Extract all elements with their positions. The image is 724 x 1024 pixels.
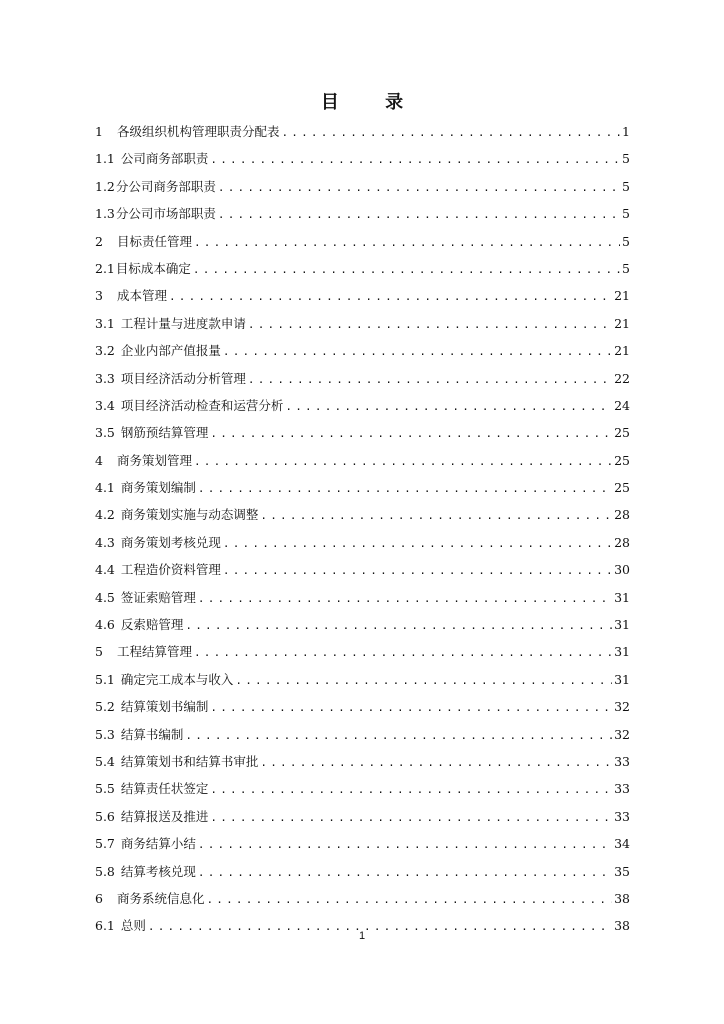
toc-entry-page: 21 bbox=[614, 288, 630, 304]
toc-entry-title: 成本管理 bbox=[116, 288, 167, 304]
toc-entry[interactable] bbox=[95, 775, 630, 802]
toc-entry-page: 31 bbox=[614, 617, 630, 633]
toc-entry[interactable] bbox=[95, 666, 630, 693]
toc-entry-title: 公司商务部职责 bbox=[120, 151, 209, 167]
toc-entry-page: 28 bbox=[614, 507, 630, 523]
toc-entry-page: 22 bbox=[614, 370, 630, 386]
toc-entry-number: 4.6 bbox=[95, 617, 115, 633]
toc-entry-number: 3 bbox=[95, 288, 103, 304]
toc-dot-leader bbox=[223, 530, 612, 557]
toc-entry-title: 钢筋预结算管理 bbox=[120, 425, 209, 441]
toc-entry-page: 5 bbox=[622, 260, 630, 276]
toc-dot-leader bbox=[185, 612, 612, 639]
toc-dot-leader bbox=[193, 256, 620, 283]
toc-entry-number: 4.2 bbox=[95, 507, 115, 523]
toc-entry-number: 2.1 bbox=[95, 260, 115, 276]
toc-dot-leader bbox=[210, 420, 612, 447]
toc-entry[interactable] bbox=[95, 173, 630, 200]
toc-entry-page: 25 bbox=[614, 452, 630, 468]
toc-entry-title: 结算报送及推进 bbox=[120, 808, 209, 824]
toc-entry-title: 结算策划书和结算书审批 bbox=[120, 753, 259, 769]
toc-entry-page: 33 bbox=[614, 753, 630, 769]
toc-entry[interactable] bbox=[95, 611, 630, 638]
toc-entry-number: 5.6 bbox=[95, 808, 115, 824]
toc-entry-title: 项目经济活动检查和运营分析 bbox=[120, 397, 284, 413]
toc-dot-leader bbox=[235, 667, 612, 694]
toc-entry-page: 32 bbox=[614, 699, 630, 715]
toc-entry-number: 5.3 bbox=[95, 726, 115, 742]
toc-entry[interactable] bbox=[95, 501, 630, 528]
toc-entry-title: 结算策划书编制 bbox=[120, 699, 209, 715]
toc-entry-title: 结算考核兑现 bbox=[120, 863, 196, 879]
toc-entry[interactable] bbox=[95, 830, 630, 857]
toc-entry-page: 5 bbox=[622, 151, 630, 167]
toc-entry-number: 3.5 bbox=[95, 425, 115, 441]
toc-dot-leader bbox=[210, 804, 612, 831]
toc-entry[interactable] bbox=[95, 337, 630, 364]
toc-dot-leader bbox=[248, 311, 612, 338]
toc-entry-number: 5.5 bbox=[95, 781, 115, 797]
toc-entry-title: 商务策划实施与动态调整 bbox=[120, 507, 259, 523]
toc-entry-page: 33 bbox=[614, 781, 630, 797]
toc-dot-leader bbox=[218, 174, 620, 201]
toc-entry[interactable] bbox=[95, 584, 630, 611]
toc-entry-title: 工程计量与进度款申请 bbox=[120, 315, 246, 331]
toc-entry-page: 21 bbox=[614, 343, 630, 359]
toc-entry-number: 6.1 bbox=[95, 918, 115, 934]
toc-entry[interactable] bbox=[95, 529, 630, 556]
toc-entry-page: 5 bbox=[622, 206, 630, 222]
toc-entry-title: 企业内部产值报量 bbox=[120, 343, 221, 359]
toc-entry-title: 目标责任管理 bbox=[116, 233, 192, 249]
toc-dot-leader bbox=[169, 283, 612, 310]
toc-entry-page: 21 bbox=[614, 315, 630, 331]
toc-entry-number: 2 bbox=[95, 233, 103, 249]
toc-entry-title: 商务策划考核兑现 bbox=[120, 534, 221, 550]
toc-entry[interactable] bbox=[95, 228, 630, 255]
toc-entry-page: 31 bbox=[614, 671, 630, 687]
toc-entry-number: 3.2 bbox=[95, 343, 115, 359]
toc-dot-leader bbox=[210, 694, 612, 721]
toc-entry-title: 分公司商务部职责 bbox=[115, 178, 216, 194]
toc-entry-title: 确定完工成本与收入 bbox=[120, 671, 234, 687]
toc-entry-page: 25 bbox=[614, 480, 630, 496]
toc-dot-leader bbox=[194, 639, 612, 666]
toc-entry-title: 商务结算小结 bbox=[120, 836, 196, 852]
toc-dot-leader bbox=[285, 393, 612, 420]
toc-entry-page: 31 bbox=[614, 644, 630, 660]
toc-entry-title: 各级组织机构管理职责分配表 bbox=[116, 124, 280, 139]
toc-entry[interactable] bbox=[95, 282, 630, 309]
toc-entry[interactable] bbox=[95, 858, 630, 885]
toc-dot-leader bbox=[194, 448, 612, 475]
toc-dot-leader bbox=[206, 886, 612, 913]
toc-entry-number: 5.7 bbox=[95, 836, 115, 852]
toc-entry-title: 结算书编制 bbox=[120, 726, 184, 742]
toc-entry-page: 24 bbox=[614, 397, 630, 413]
toc-dot-leader bbox=[198, 475, 612, 502]
toc-entry-number: 4.1 bbox=[95, 480, 115, 496]
toc-entry-page: 30 bbox=[614, 562, 630, 578]
toc-entry[interactable] bbox=[95, 693, 630, 720]
toc-entry-number: 5.2 bbox=[95, 699, 115, 715]
toc-entry-title: 商务系统信息化 bbox=[116, 890, 205, 906]
toc-title: 目 录 bbox=[320, 92, 424, 113]
toc-entry-number: 3.4 bbox=[95, 397, 115, 413]
toc-dot-leader bbox=[260, 502, 612, 529]
toc-entry-number: 5 bbox=[95, 644, 103, 660]
toc-entry-page: 32 bbox=[614, 726, 630, 742]
toc-entry-number: 5.8 bbox=[95, 863, 115, 879]
toc-dot-leader bbox=[223, 557, 612, 584]
toc-entry-page: 31 bbox=[614, 589, 630, 605]
toc-entry-page: 1 bbox=[622, 124, 630, 139]
toc-entry-title: 工程造价资料管理 bbox=[120, 562, 221, 578]
toc-entry[interactable] bbox=[95, 145, 630, 172]
toc-entry-title: 目标成本确定 bbox=[115, 260, 191, 276]
toc-entry-title: 结算责任状签定 bbox=[120, 781, 209, 797]
toc-dot-leader bbox=[210, 776, 612, 803]
toc-entry-title: 商务策划编制 bbox=[120, 480, 196, 496]
toc-entry-page: 38 bbox=[614, 890, 630, 906]
toc-entry-page: 33 bbox=[614, 808, 630, 824]
toc-entry-number: 1.2 bbox=[95, 178, 115, 194]
toc-entry-title: 总则 bbox=[120, 918, 146, 934]
toc-dot-leader bbox=[218, 201, 620, 228]
toc-entry-number: 6 bbox=[95, 890, 103, 906]
toc-dot-leader bbox=[281, 119, 620, 146]
toc-entry-page: 28 bbox=[614, 534, 630, 550]
toc-entry[interactable] bbox=[95, 392, 630, 419]
toc-entry-number: 1.3 bbox=[95, 206, 115, 222]
toc-entry[interactable] bbox=[95, 200, 630, 227]
toc-dot-leader bbox=[185, 722, 612, 749]
toc-dot-leader bbox=[194, 229, 620, 256]
toc-dot-leader bbox=[260, 749, 612, 776]
table-of-contents bbox=[95, 118, 630, 940]
toc-entry-title: 签证索赔管理 bbox=[120, 589, 196, 605]
toc-entry-title: 工程结算管理 bbox=[116, 644, 192, 660]
toc-entry-number: 4 bbox=[95, 452, 103, 468]
toc-dot-leader bbox=[210, 146, 620, 173]
toc-entry-number: 3.3 bbox=[95, 370, 115, 386]
toc-entry[interactable] bbox=[95, 419, 630, 446]
toc-entry-number: 5.1 bbox=[95, 671, 115, 687]
toc-dot-leader bbox=[198, 831, 612, 858]
toc-entry[interactable] bbox=[95, 638, 630, 665]
toc-entry[interactable] bbox=[95, 310, 630, 337]
toc-dot-leader bbox=[198, 859, 612, 886]
toc-entry-number: 4.5 bbox=[95, 589, 115, 605]
toc-entry-number: 3.1 bbox=[95, 315, 115, 331]
toc-dot-leader bbox=[223, 338, 612, 365]
toc-entry[interactable] bbox=[95, 365, 630, 392]
toc-entry-title: 反索赔管理 bbox=[120, 617, 184, 633]
toc-entry[interactable] bbox=[95, 748, 630, 775]
toc-entry[interactable] bbox=[95, 255, 630, 282]
toc-entry-number: 4.4 bbox=[95, 562, 115, 578]
toc-entry-page: 35 bbox=[614, 863, 630, 879]
toc-entry-number: 1.1 bbox=[95, 151, 115, 167]
toc-entry[interactable] bbox=[95, 556, 630, 583]
toc-entry[interactable] bbox=[95, 721, 630, 748]
toc-entry[interactable] bbox=[95, 118, 630, 145]
toc-entry[interactable] bbox=[95, 885, 630, 912]
toc-entry[interactable] bbox=[95, 447, 630, 474]
toc-dot-leader bbox=[248, 366, 612, 393]
toc-entry-number: 4.3 bbox=[95, 534, 115, 550]
page-number-footer: 1 bbox=[358, 930, 366, 942]
toc-entry-page: 5 bbox=[622, 178, 630, 194]
toc-entry-number: 1 bbox=[95, 124, 103, 139]
toc-entry-title: 商务策划管理 bbox=[116, 452, 192, 468]
toc-entry-page: 5 bbox=[622, 233, 630, 249]
toc-entry-page: 38 bbox=[614, 918, 630, 934]
toc-dot-leader bbox=[198, 585, 612, 612]
toc-entry-page: 25 bbox=[614, 425, 630, 441]
toc-entry-title: 分公司市场部职责 bbox=[115, 206, 216, 222]
toc-entry[interactable] bbox=[95, 474, 630, 501]
toc-entry-page: 34 bbox=[614, 836, 630, 852]
toc-entry-number: 5.4 bbox=[95, 753, 115, 769]
toc-entry-title: 项目经济活动分析管理 bbox=[120, 370, 246, 386]
toc-entry[interactable] bbox=[95, 803, 630, 830]
